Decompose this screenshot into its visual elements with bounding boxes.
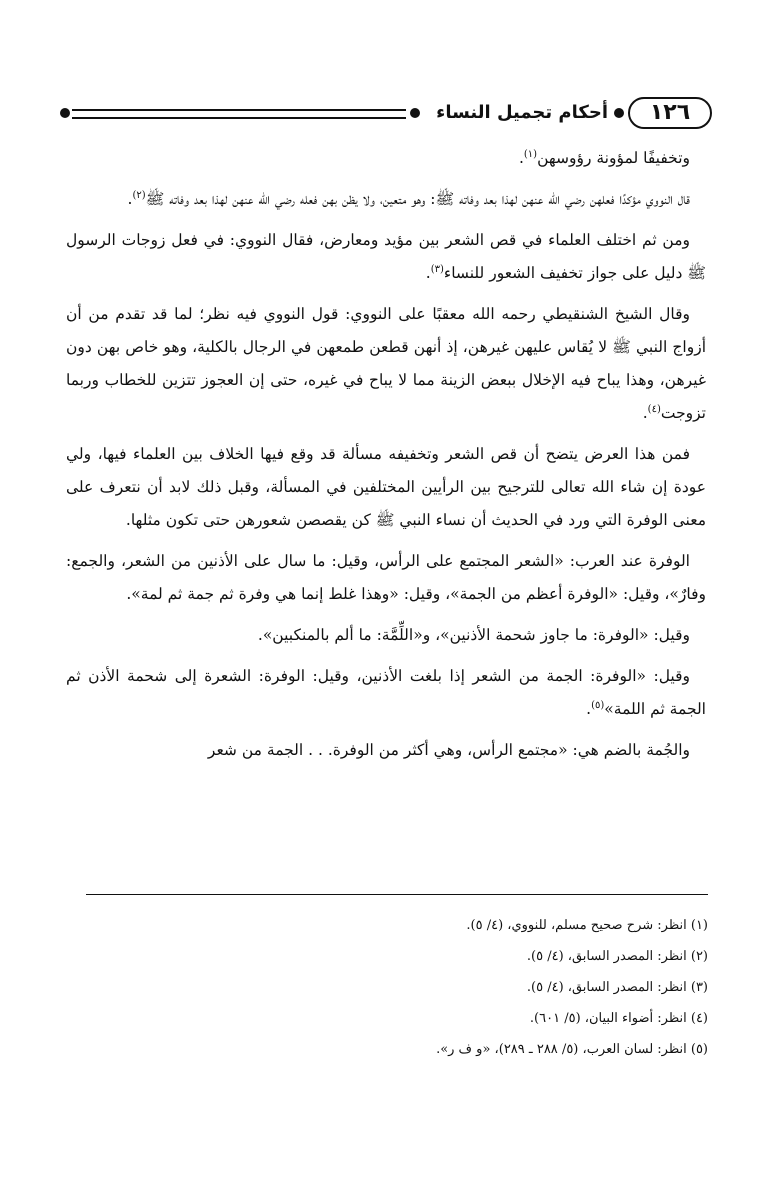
footnote-reference[interactable]: (٤): [647, 403, 661, 415]
header-rule: [72, 109, 406, 119]
footnote: (١) انظر: شرح صحيح مسلم، للنووي، (٤/ ٥).: [466, 918, 708, 933]
footnote-reference[interactable]: (٥): [591, 699, 605, 711]
header-bullet-icon: [60, 108, 70, 118]
paragraph: ومن ثم اختلف العلماء في قص الشعر بين مؤيد ومعارض، فقال النووي: في فعل زوجات الرسول ﷺ دليل على جواز تخفيف الشعور للنساء$^{(٣)}$.: [66, 231, 706, 282]
footnote-reference[interactable]: (٢): [132, 189, 146, 201]
footnotes: [68, 910, 708, 1065]
paragraph: قال النووي مؤكدًا فعلهن رضي الله عنهن لهذا بعد وفاته ﷺ: وهو متعين، ولا يظن بهن فعله رضي الله عنهن لهذا بعد وفاته ﷺ$^{(٢)}$.: [127, 189, 690, 208]
footnote: (٣) انظر: المصدر السابق، (٤/ ٥).: [526, 980, 708, 995]
paragraph: وتخفيفًا لمؤونة رؤوسهن$^{(١)}$.: [518, 148, 690, 167]
header-bullet-icon: [614, 108, 624, 118]
footnote-divider: [86, 894, 708, 895]
main-text: [66, 142, 706, 775]
running-title: أحكام تجميل النساء: [436, 102, 608, 123]
paragraph: والجُمة بالضم هي: «مجتمع الرأس، وهي أكثر من الوفرة. . . الجمة من شعر: [207, 741, 690, 759]
page-header: [60, 97, 712, 133]
paragraph: وقال الشيخ الشنقيطي رحمه الله معقبًا على النووي: قول النووي فيه نظر؛ لما قد تقدم من أن أزواج النبي ﷺ لا يُقاس عليهن غيرهن، إذ أنهن قطعن طمعهن في الرجال بالكلية، وهو خاص بهن دون غيرهن، وهذا يباح فيه الإخلال ببعض الزينة مما لا يباح في غيره، حتى إن العجوز تتزين للخطاب وربما تزوجت$^{(٤)}$.: [66, 305, 706, 422]
footnote: (٤) انظر: أضواء البيان، (٥/ ٦٠١).: [529, 1011, 708, 1026]
footnote-reference[interactable]: (٣): [430, 263, 444, 275]
footnote: (٢) انظر: المصدر السابق، (٤/ ٥).: [526, 949, 708, 964]
paragraph: فمن هذا العرض يتضح أن قص الشعر وتخفيفه مسألة قد وقع فيها الخلاف بين العلماء فيها، ولي عودة إن شاء الله تعالى للترجيح بين الرأيين المختلفين في المسألة، وقبل ذلك لابد أن نتعرف على معنى الوفرة التي ورد في الحديث أن نساء النبي ﷺ كن يقصصن شعورهن حتى تكون مثلها.: [66, 445, 706, 529]
footnote: (٥) انظر: لسان العرب، (٥/ ٢٨٨ ـ ٢٨٩)، «و ف ر».: [436, 1042, 708, 1057]
paragraph: الوفرة عند العرب: «الشعر المجتمع على الرأس، وقيل: ما سال على الأذنين من الشعر، والجمع: وفارٌ»، وقيل: «الوفرة أعظم من الجمة»، وقيل: «وهذا غلط إنما هي وفرة ثم جمة ثم لمة».: [66, 552, 706, 603]
footnote-reference[interactable]: (١): [523, 148, 538, 160]
paragraph: وقيل: «الوفرة: الجمة من الشعر إذا بلغت الأذنين، وقيل: الوفرة: الشعرة إلى شحمة الأذن ثم الجمة ثم اللمة»$^{(٥)}$.: [66, 667, 706, 718]
page-number: ١٢٦: [628, 97, 712, 129]
paragraph: وقيل: «الوفرة: ما جاوز شحمة الأذنين»، و«اللِّمَّة: ما ألم بالمنكبين».: [257, 626, 690, 644]
header-bullet-icon: [410, 108, 420, 118]
